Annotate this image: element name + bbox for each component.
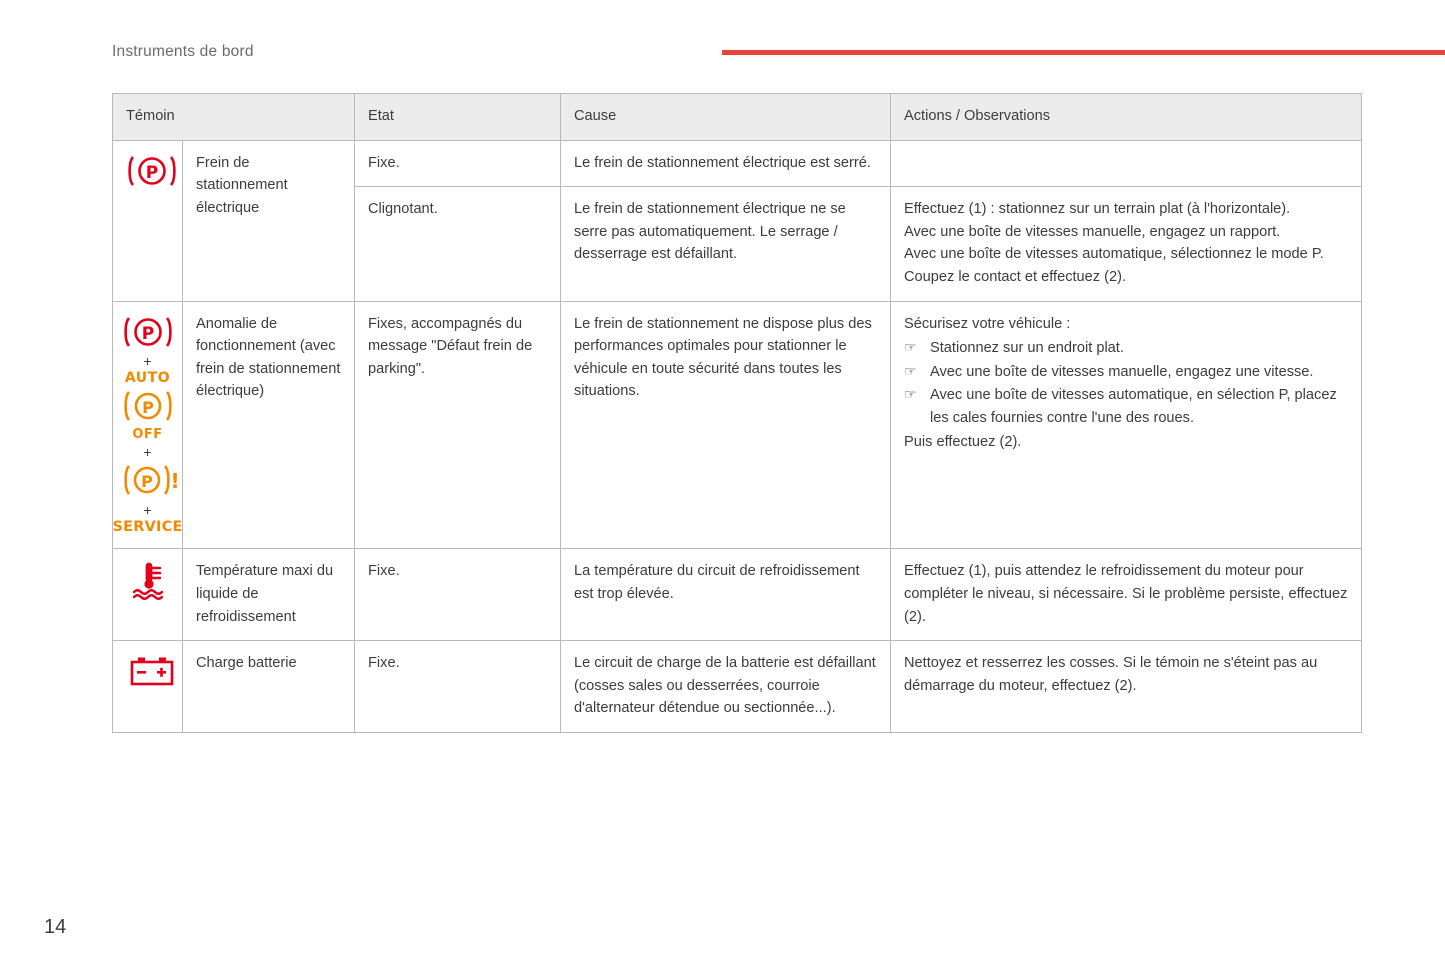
coolant-temperature-icon xyxy=(126,588,172,604)
table-row xyxy=(113,301,1362,549)
parking-brake-icon xyxy=(122,313,174,351)
page-title: Instruments de bord xyxy=(112,43,254,60)
svg-text:P: P xyxy=(141,398,154,418)
actions-outro: Puis effectuez (2). xyxy=(904,433,1022,450)
off-label: OFF xyxy=(132,427,163,443)
column-header-etat: Etat xyxy=(355,94,561,141)
list-item xyxy=(904,384,1348,429)
service-label: SERVICE xyxy=(112,519,183,536)
icon-cell-parking-brake-fault xyxy=(113,301,183,549)
page-number: 14 xyxy=(44,916,67,938)
actions-cell: Effectuez (1), puis attendez le refroidissement du moteur pour compléter le niveau, si nécessaire. Si le problème persiste, effectuez (2). xyxy=(891,549,1362,641)
auto-label: AUTO xyxy=(124,369,171,386)
actions-line: Avec une boîte de vitesses automatique, sélectionnez le mode P. xyxy=(904,246,1324,263)
list-item-label: Avec une boîte de vitesses automatique, en sélection P, placez les cales fournies contre l'une des roues. xyxy=(930,387,1337,427)
actions-cell xyxy=(891,140,1362,187)
cause-cell: La température du circuit de refroidissement est trop élevée. xyxy=(561,549,891,641)
actions-line: Effectuez (1) : stationnez sur un terrain plat (à l'horizontale). xyxy=(904,201,1291,218)
warning-name: Température maxi du liquide de refroidissement xyxy=(183,549,355,641)
parking-brake-service-icon xyxy=(122,462,180,500)
plus-separator: + xyxy=(143,502,152,519)
svg-text:P: P xyxy=(140,472,153,492)
list-item-label: Avec une boîte de vitesses manuelle, engagez une vitesse. xyxy=(930,363,1314,380)
warning-lights-table xyxy=(112,93,1361,733)
etat-cell: Fixes, accompagnés du message "Défaut frein de parking". xyxy=(355,301,561,549)
etat-cell: Fixe. xyxy=(355,140,561,187)
pointer-icon: ☞ xyxy=(904,339,917,356)
table-header-row xyxy=(113,94,1362,141)
cause-cell: Le frein de stationnement ne dispose plus des performances optimales pour stationner le véhicule en toute sécurité dans toutes les situations. xyxy=(561,301,891,549)
table-row xyxy=(113,549,1362,641)
parking-brake-icon xyxy=(126,152,178,190)
svg-text:P: P xyxy=(145,162,159,183)
actions-cell xyxy=(891,301,1362,549)
etat-cell: Fixe. xyxy=(355,549,561,641)
actions-intro: Sécurisez votre véhicule : xyxy=(904,315,1071,332)
list-item xyxy=(904,337,1348,360)
list-item xyxy=(904,361,1348,384)
cause-cell: Le frein de stationnement électrique ne se serre pas automatiquement. Le serrage / desserrage est défaillant. xyxy=(561,187,891,301)
column-header-temoin: Témoin xyxy=(113,94,355,141)
battery-charge-icon xyxy=(126,678,178,694)
etat-cell: Clignotant. xyxy=(355,187,561,301)
actions-line: Avec une boîte de vitesses manuelle, engagez un rapport. xyxy=(904,223,1281,240)
cause-cell: Le circuit de charge de la batterie est défaillant (cosses sales ou desserrées, courroie d'alternateur détendue ou sectionnée...). xyxy=(561,641,891,733)
column-header-actions: Actions / Observations xyxy=(891,94,1362,141)
icon-cell-parking-brake xyxy=(113,140,183,301)
column-header-cause: Cause xyxy=(561,94,891,141)
actions-cell: Nettoyez et resserrez les cosses. Si le témoin ne s'éteint pas au démarrage du moteur, effectuez (2). xyxy=(891,641,1362,733)
table-row xyxy=(113,140,1362,187)
table-row xyxy=(113,641,1362,733)
icon-cell-coolant-temperature xyxy=(113,549,183,641)
pointer-icon: ☞ xyxy=(904,362,917,379)
svg-text:!: ! xyxy=(169,469,180,494)
pointer-icon: ☞ xyxy=(904,386,917,403)
svg-text:P: P xyxy=(141,323,154,344)
plus-separator: + xyxy=(143,352,152,369)
warning-name: Charge batterie xyxy=(183,641,355,733)
parking-brake-auto-icon xyxy=(122,388,174,426)
page-header xyxy=(112,38,1445,68)
etat-cell: Fixe. xyxy=(355,641,561,733)
plus-separator: + xyxy=(143,444,152,461)
actions-cell xyxy=(891,187,1362,301)
icon-cell-battery-charge xyxy=(113,641,183,733)
actions-line: Coupez le contact et effectuez (2). xyxy=(904,269,1127,286)
list-item-label: Stationnez sur un endroit plat. xyxy=(930,340,1124,357)
warning-name: Frein de stationnement électrique xyxy=(183,140,355,301)
cause-cell: Le frein de stationnement électrique est serré. xyxy=(561,140,891,187)
warning-name: Anomalie de fonctionnement (avec frein de stationnement électrique) xyxy=(183,301,355,549)
actions-bullet-list xyxy=(904,337,1348,429)
header-rule xyxy=(722,50,1445,55)
